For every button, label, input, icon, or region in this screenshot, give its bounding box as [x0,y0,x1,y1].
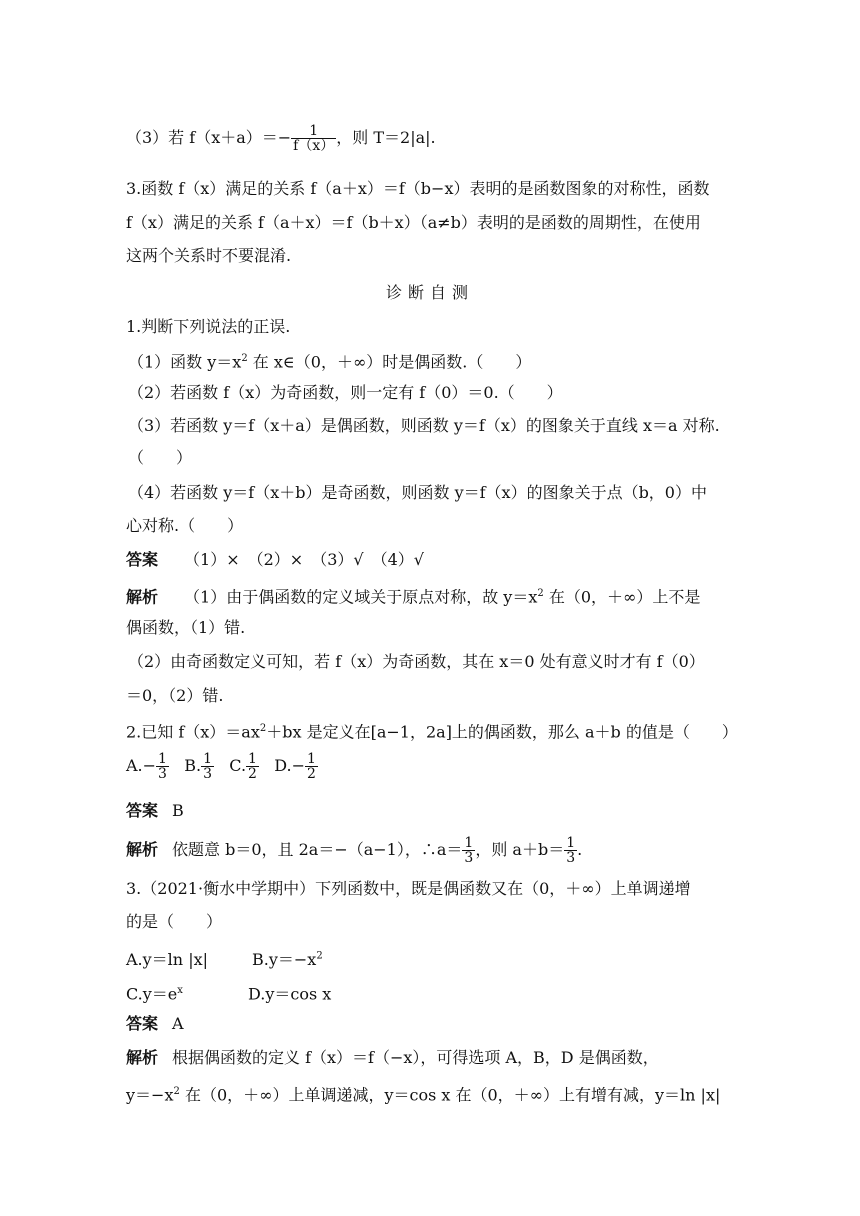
paragraph-line: 3.函数 f（x）满足的关系 f（a＋x）＝f（b−x）表明的是函数图象的对称性，函数 [126,179,710,198]
option-a: A.y＝ln |x| [126,950,208,970]
answer-2: 答案 B [126,801,184,820]
question-1-item-3: （3）若函数 y＝f（x＋a）是偶函数，则函数 y＝f（x）的图象关于直线 x＝a 对称. [128,416,720,435]
paragraph-line: f（x）满足的关系 f（a＋x）＝f（b＋x）（a≠b）表明的是函数的周期性，在使用 [126,213,701,232]
answer-1: 答案 （1）× （2）× （3）√ （4）√ [126,550,424,569]
question-2-options [126,752,318,781]
option-d: D.− $\frac{1}{2}$ [274,751,316,782]
explanation-2: 解析 依题意 b＝0，且 2a＝−（a−1），∴a＝ $\frac{1}{3}$ ，则 a＋b＝ $\frac{1}{3}$ . [126,835,583,866]
option-b: $B.y=-x^2$ [252,950,323,970]
explanation-1: 解析 （1）由于偶函数的定义域关于原点对称，故 $y=x^2$ 在（0，＋∞）上不是 [126,587,701,607]
question-3-options-ab [126,946,323,971]
option-c: $C.y=e^x$ [126,984,183,1004]
explanation-1-part-2-cont: ＝0，（2）错. [126,686,224,705]
question-1-item-4-cont: 心对称.（ ） [126,516,244,535]
question-3: 3.（2021·衡水中学期中）下列函数中，既是偶函数又在（0，＋∞）上单调递增 [126,879,691,898]
answer-label: 答案 [126,550,159,569]
option-d: D.y＝cos x [248,984,332,1004]
question-2: 2.已知 $f(x)=ax^2+bx$ 是定义在[a−1，2a]上的偶函数，那么 a＋b 的值是（ ） [126,722,738,742]
explanation-3: 解析 根据偶函数的定义 f（x）＝f（−x），可得选项 A，B，D 是偶函数， [126,1048,659,1067]
explanation-label: 解析 [126,587,159,607]
option-b: B. $\frac{1}{3}$ [184,751,212,782]
question-3-options-cd [126,980,331,1005]
question-1-item-2: （2）若函数 f（x）为奇函数，则一定有 f（0）＝0.（ ） [128,383,563,402]
formula-line-3: （3）若 f（x＋a）＝− $\frac{1}{f(x)}$ ，则 T＝2|a|. [126,123,436,154]
question-1-item-4: （4）若函数 y＝f（x＋b）是奇函数，则函数 y＝f（x）的图象关于点（b，0）中 [128,483,707,502]
question-3-cont: 的是（ ） [126,912,223,931]
explanation-1-part-2: （2）由奇函数定义可知，若 f（x）为奇函数，其在 x＝0 处有意义时才有 f（0） [128,652,705,671]
option-c: C. $\frac{1}{2}$ [229,751,257,782]
section-title: 诊断自测 [385,283,474,302]
paragraph-line: 这两个关系时不要混淆. [126,246,292,265]
explanation-3-cont: $y=-x^2$ 在（0，＋∞）上单调递减，y＝cos x 在（0，＋∞）上有增有减，y＝ln |x| [126,1085,721,1105]
question-1-item-3-bracket: （ ） [128,448,193,467]
option-a: A.− $\frac{1}{3}$ [126,751,167,782]
question-1-item-1: （1）函数 $y=x^2$ 在 x∈（0，＋∞）时是偶函数.（ ） [128,352,532,372]
answer-3: 答案 A [126,1014,184,1033]
explanation-1-cont: 偶函数，（1）错. [126,618,246,637]
fraction: $\frac{1}{f(x)}$ [293,123,335,154]
question-1: 1.判断下列说法的正误. [126,317,291,336]
